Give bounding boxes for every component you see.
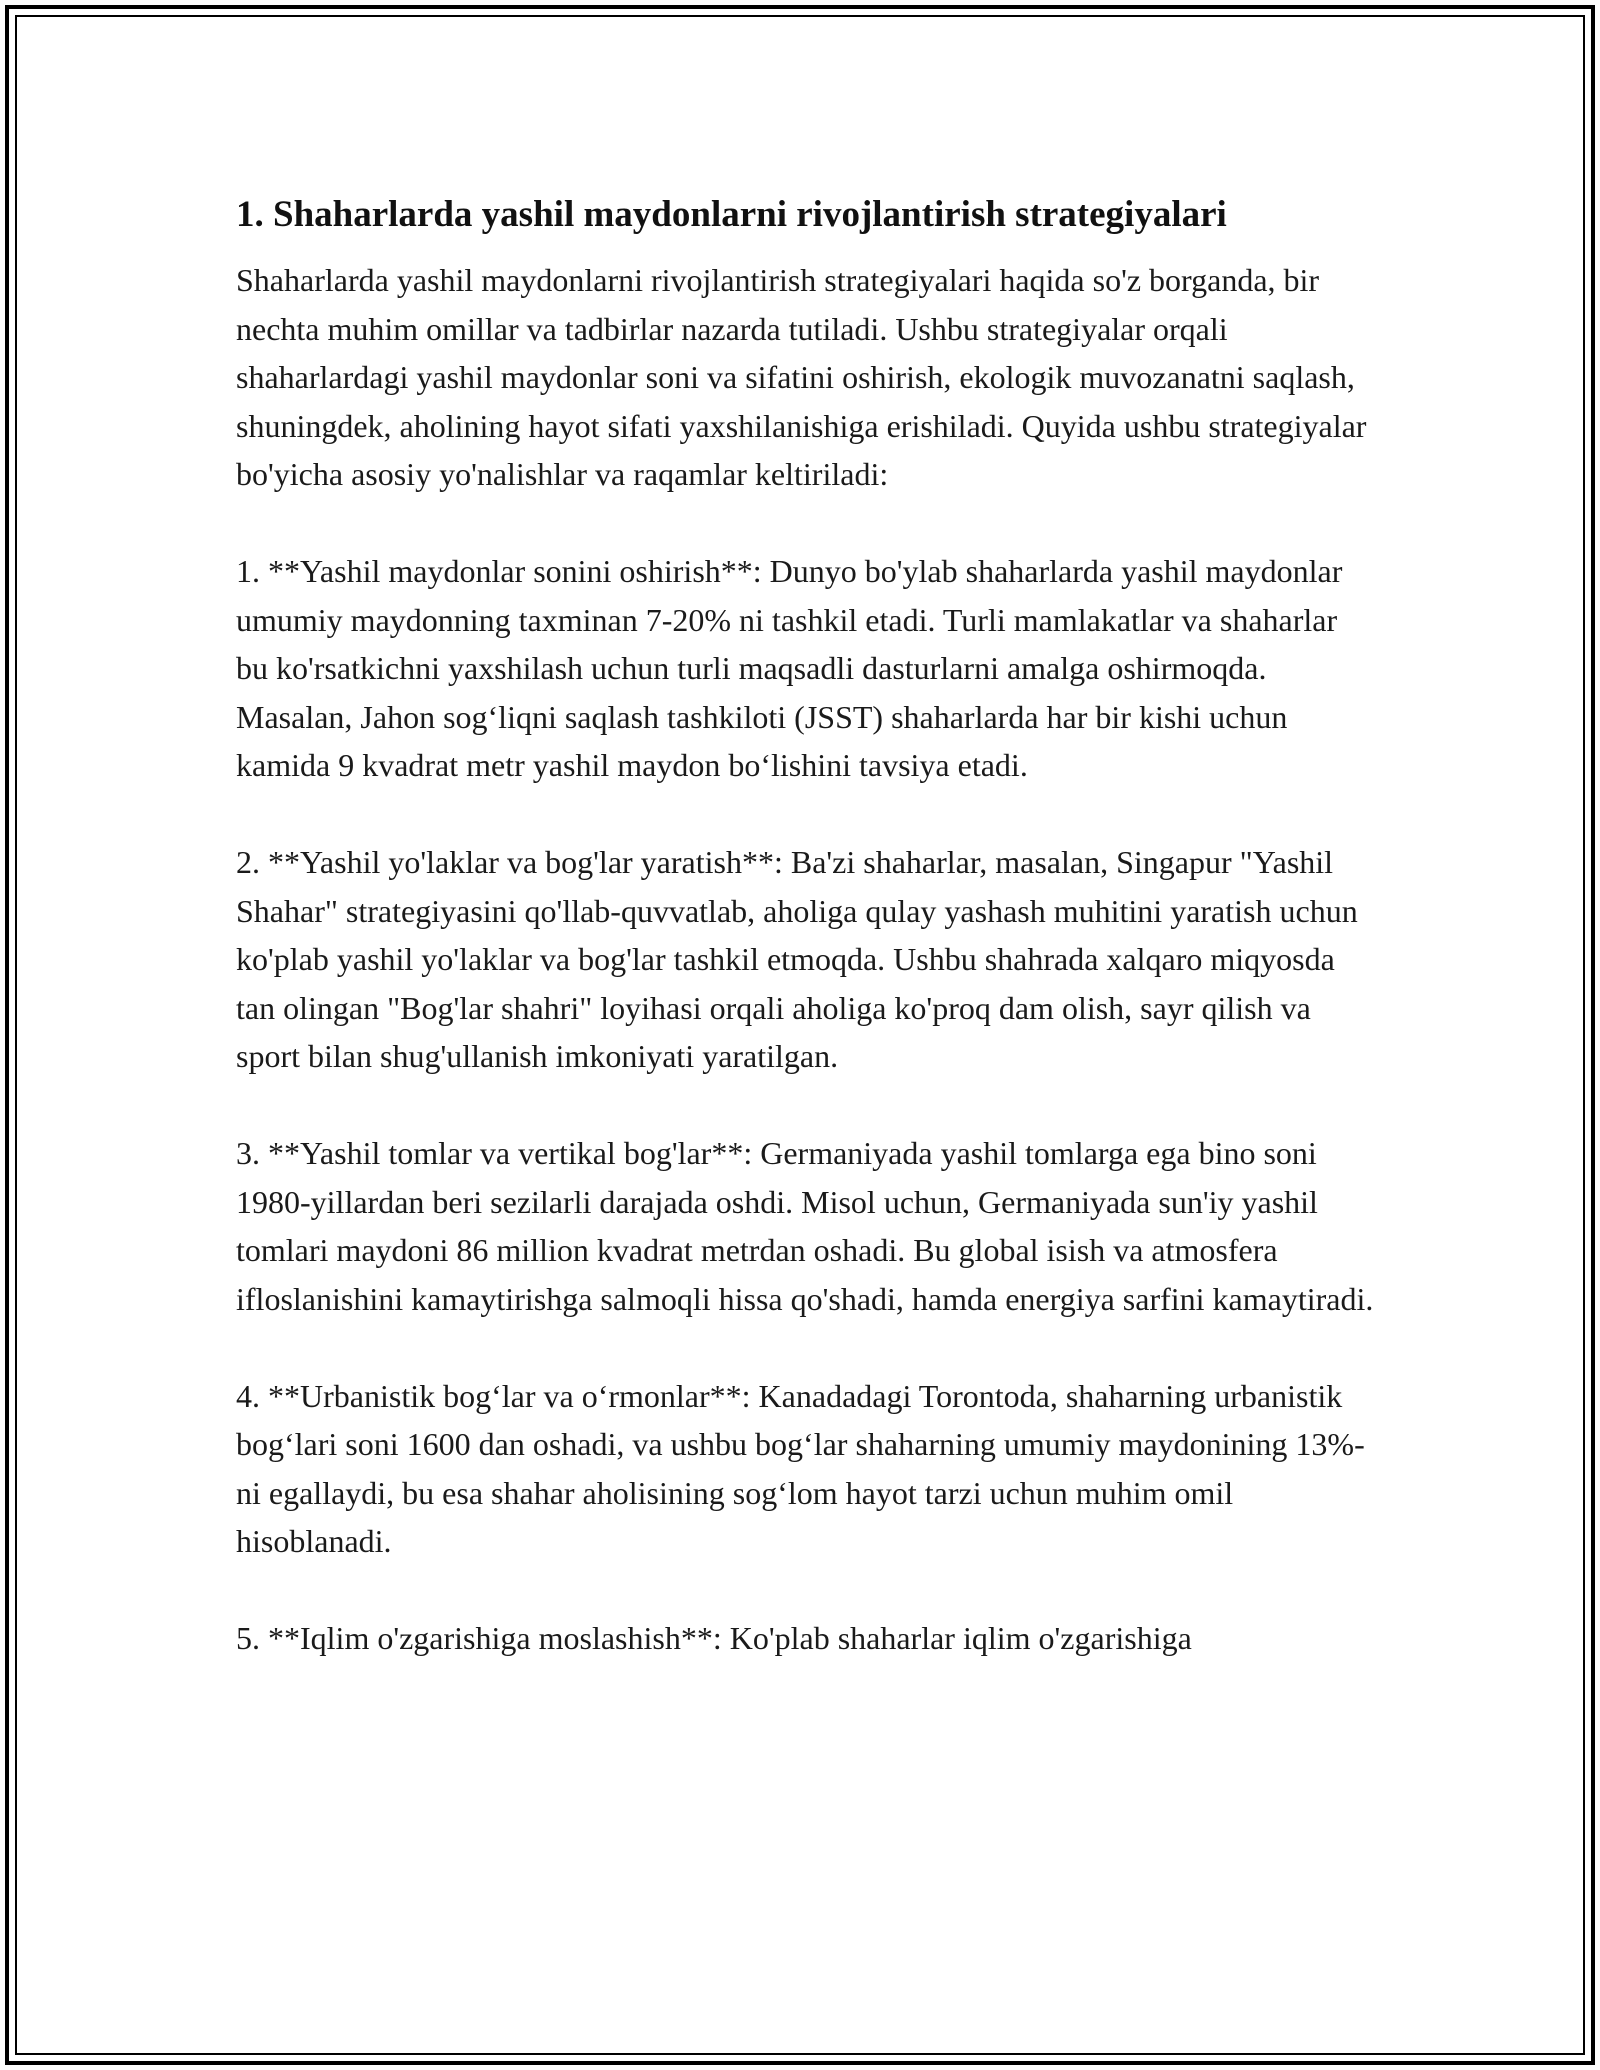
point-2-paragraph: 2. **Yashil yo'laklar va bog'lar yaratish**: Ba'zi shaharlar, masalan, Singapur "Yashil Shahar" strategiyasini qo'llab-quvvatlab, aholiga qulay yashash muhitini yaratish uchun ko'plab yashil yo'laklar va bog'lar tashkil etmoqda. Ushbu shahrada xalqaro miqyosda tan olingan "Bog'lar shahri" loyihasi orqali aholiga ko'proq dam olish, sayr qilish va sport bilan shug'ullanish imkoniyati yaratilgan. [236, 844, 1358, 1074]
point-5-paragraph: 5. **Iqlim o'zgarishiga moslashish**: Ko'plab shaharlar iqlim o'zgarishiga [236, 1620, 1192, 1656]
document-title: 1. Shaharlarda yashil maydonlarni rivojlantirish strategiyalari [236, 194, 1227, 235]
point-4-paragraph: 4. **Urbanistik bog‘lar va o‘rmonlar**: Kanadadagi Torontoda, shaharning urbanistik bog‘lari soni 1600 dan oshadi, va ushbu bog‘lar shaharning umumiy maydonining 13%-ni egallaydi, bu esa shahar aholisining sog‘lom hayot tarzi uchun muhim omil hisoblanadi. [236, 1377, 1365, 1559]
point-3-paragraph: 3. **Yashil tomlar va vertikal bog'lar**: Germaniyada yashil tomlarga ega bino soni 1980-yillardan beri sezilarli darajada oshdi. Misol uchun, Germaniyada sun'iy yashil tomlari maydoni 86 million kvadrat metrdan oshadi. Bu global isish va atmosfera ifloslanishini kamaytirishga salmoqli hissa qo'shadi, hamda energiya sarfini kamaytiradi. [236, 1135, 1374, 1317]
point-1-paragraph: 1. **Yashil maydonlar sonini oshirish**: Dunyo bo'ylab shaharlarda yashil maydonlar umumiy maydonning taxminan 7-20% ni tashkil etadi. Turli mamlakatlar va shaharlar bu ko'rsatkichni yaxshilash uchun turli maqsadli dasturlarni amalga oshirmoqda. Masalan, Jahon sog‘liqni saqlash tashkiloti (JSST) shaharlarda har bir kishi uchun kamida 9 kvadrat metr yashil maydon bo‘lishini tavsiya etadi. [236, 553, 1343, 783]
intro-paragraph: Shaharlarda yashil maydonlarni rivojlantirish strategiyalari haqida so'z borganda, bir nechta muhim omillar va tadbirlar nazarda tutiladi. Ushbu strategiyalar orqali shaharlardagi yashil maydonlar soni va sifatini oshirish, ekologik muvozanatni saqlash, shuningdek, aholining hayot sifati yaxshilanishiga erishiladi. Quyida ushbu strategiyalar bo'yicha asosiy yo'nalishlar va raqamlar keltiriladi: [236, 262, 1367, 492]
document-body [236, 188, 1376, 1711]
